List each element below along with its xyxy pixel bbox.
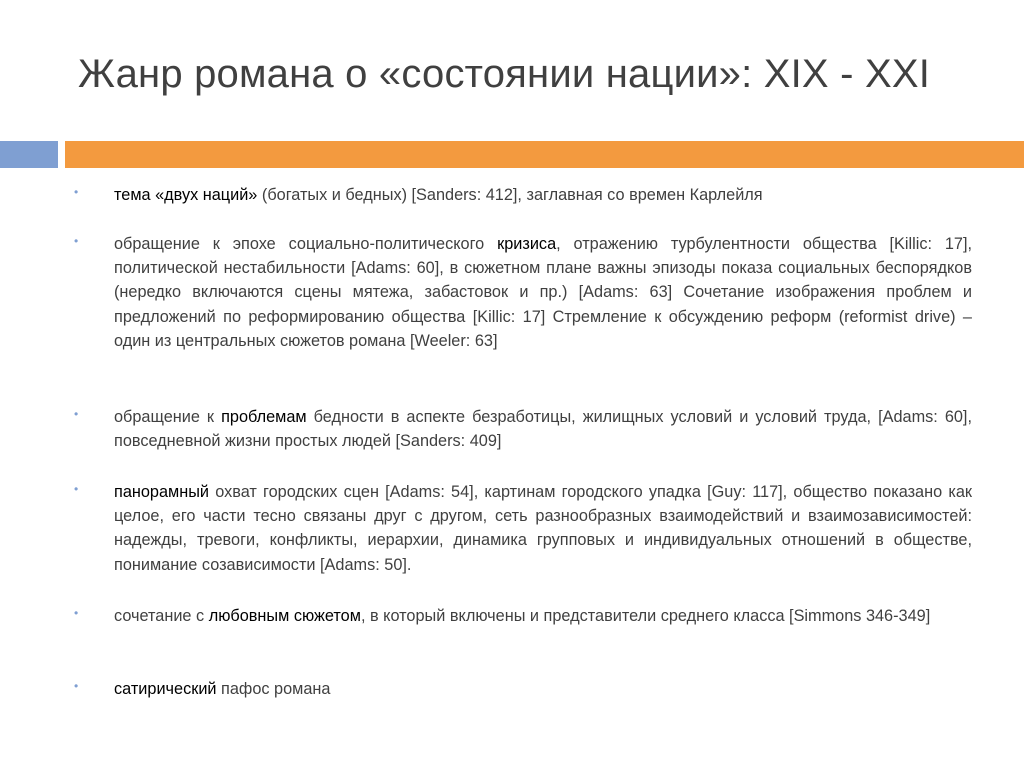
bullet-dot-icon: • [74,185,79,199]
bullet-lead: обращение к эпохе социально-политического [114,235,498,253]
bullet-highlight: проблемам [221,408,307,426]
bullet-text [114,480,972,577]
bullet-body: (богатых и бедных) [Sanders: 412], заглавная со времен Карлейля [257,186,763,204]
bullet-dot-icon: • [74,679,79,693]
bullet-text [114,677,972,701]
bullet-highlight: сатирический [114,680,217,698]
bullet-highlight: любовным сюжетом [208,607,361,625]
bullet-text [114,232,972,353]
bullet-highlight: панорамный [114,483,210,501]
bullet-lead: сочетание с [114,607,209,625]
bullet-dot-icon: • [74,606,79,620]
bullet-highlight: кризиса [497,235,557,253]
bullet-highlight: тема «двух наций» [114,186,258,204]
bullet-dot-icon: • [74,407,79,421]
bullet-lead: обращение к [114,408,222,426]
bullet-body: бедности в аспекте безработицы, жилищных условий и условий труда, [Adams: 60], повседневной жизни простых людей [Sanders: 409] [114,408,972,451]
bullet-text [114,604,972,628]
slide-title: Жанр романа о «состоянии нации»: XIX - XXI [78,52,931,96]
bullet-text [114,405,972,453]
title-accent-bar-blue [0,141,58,168]
bullet-body: пафос романа [216,680,331,698]
title-accent-bar-orange [65,141,1024,168]
bullet-dot-icon: • [74,482,79,496]
bullet-body: , отражению турбулентности общества [Killic: 17], политической нестабильности [Adams: 60], в сюжетном плане важны эпизоды показа социальных беспорядков (нередко включаются сцены мятежа, забастовок и пр.) [Adams: 63] Сочетание изображения проблем и предложений по реформированию общества [Killic: 17] Стремление к обсуждению реформ (reformist drive) – один из центральных сюжетов романа [Weeler: 63] [114,235,973,350]
bullet-body: , в который включены и представители среднего класса [Simmons 346-349] [360,607,931,625]
bullet-body: охват городских сцен [Adams: 54], картинам городского упадка [Guy: 117], общество показано как целое, его части тесно связаны друг с другом, сеть разнообразных взаимодействий и взаимозависимостей: надежды, тревоги, конфликты, иерархии, динамика групповых и индивидуальных отношений в обществе, понимание созависимости [Adams: 50]. [114,483,972,574]
bullet-text [114,183,972,207]
bullet-dot-icon: • [74,234,79,248]
